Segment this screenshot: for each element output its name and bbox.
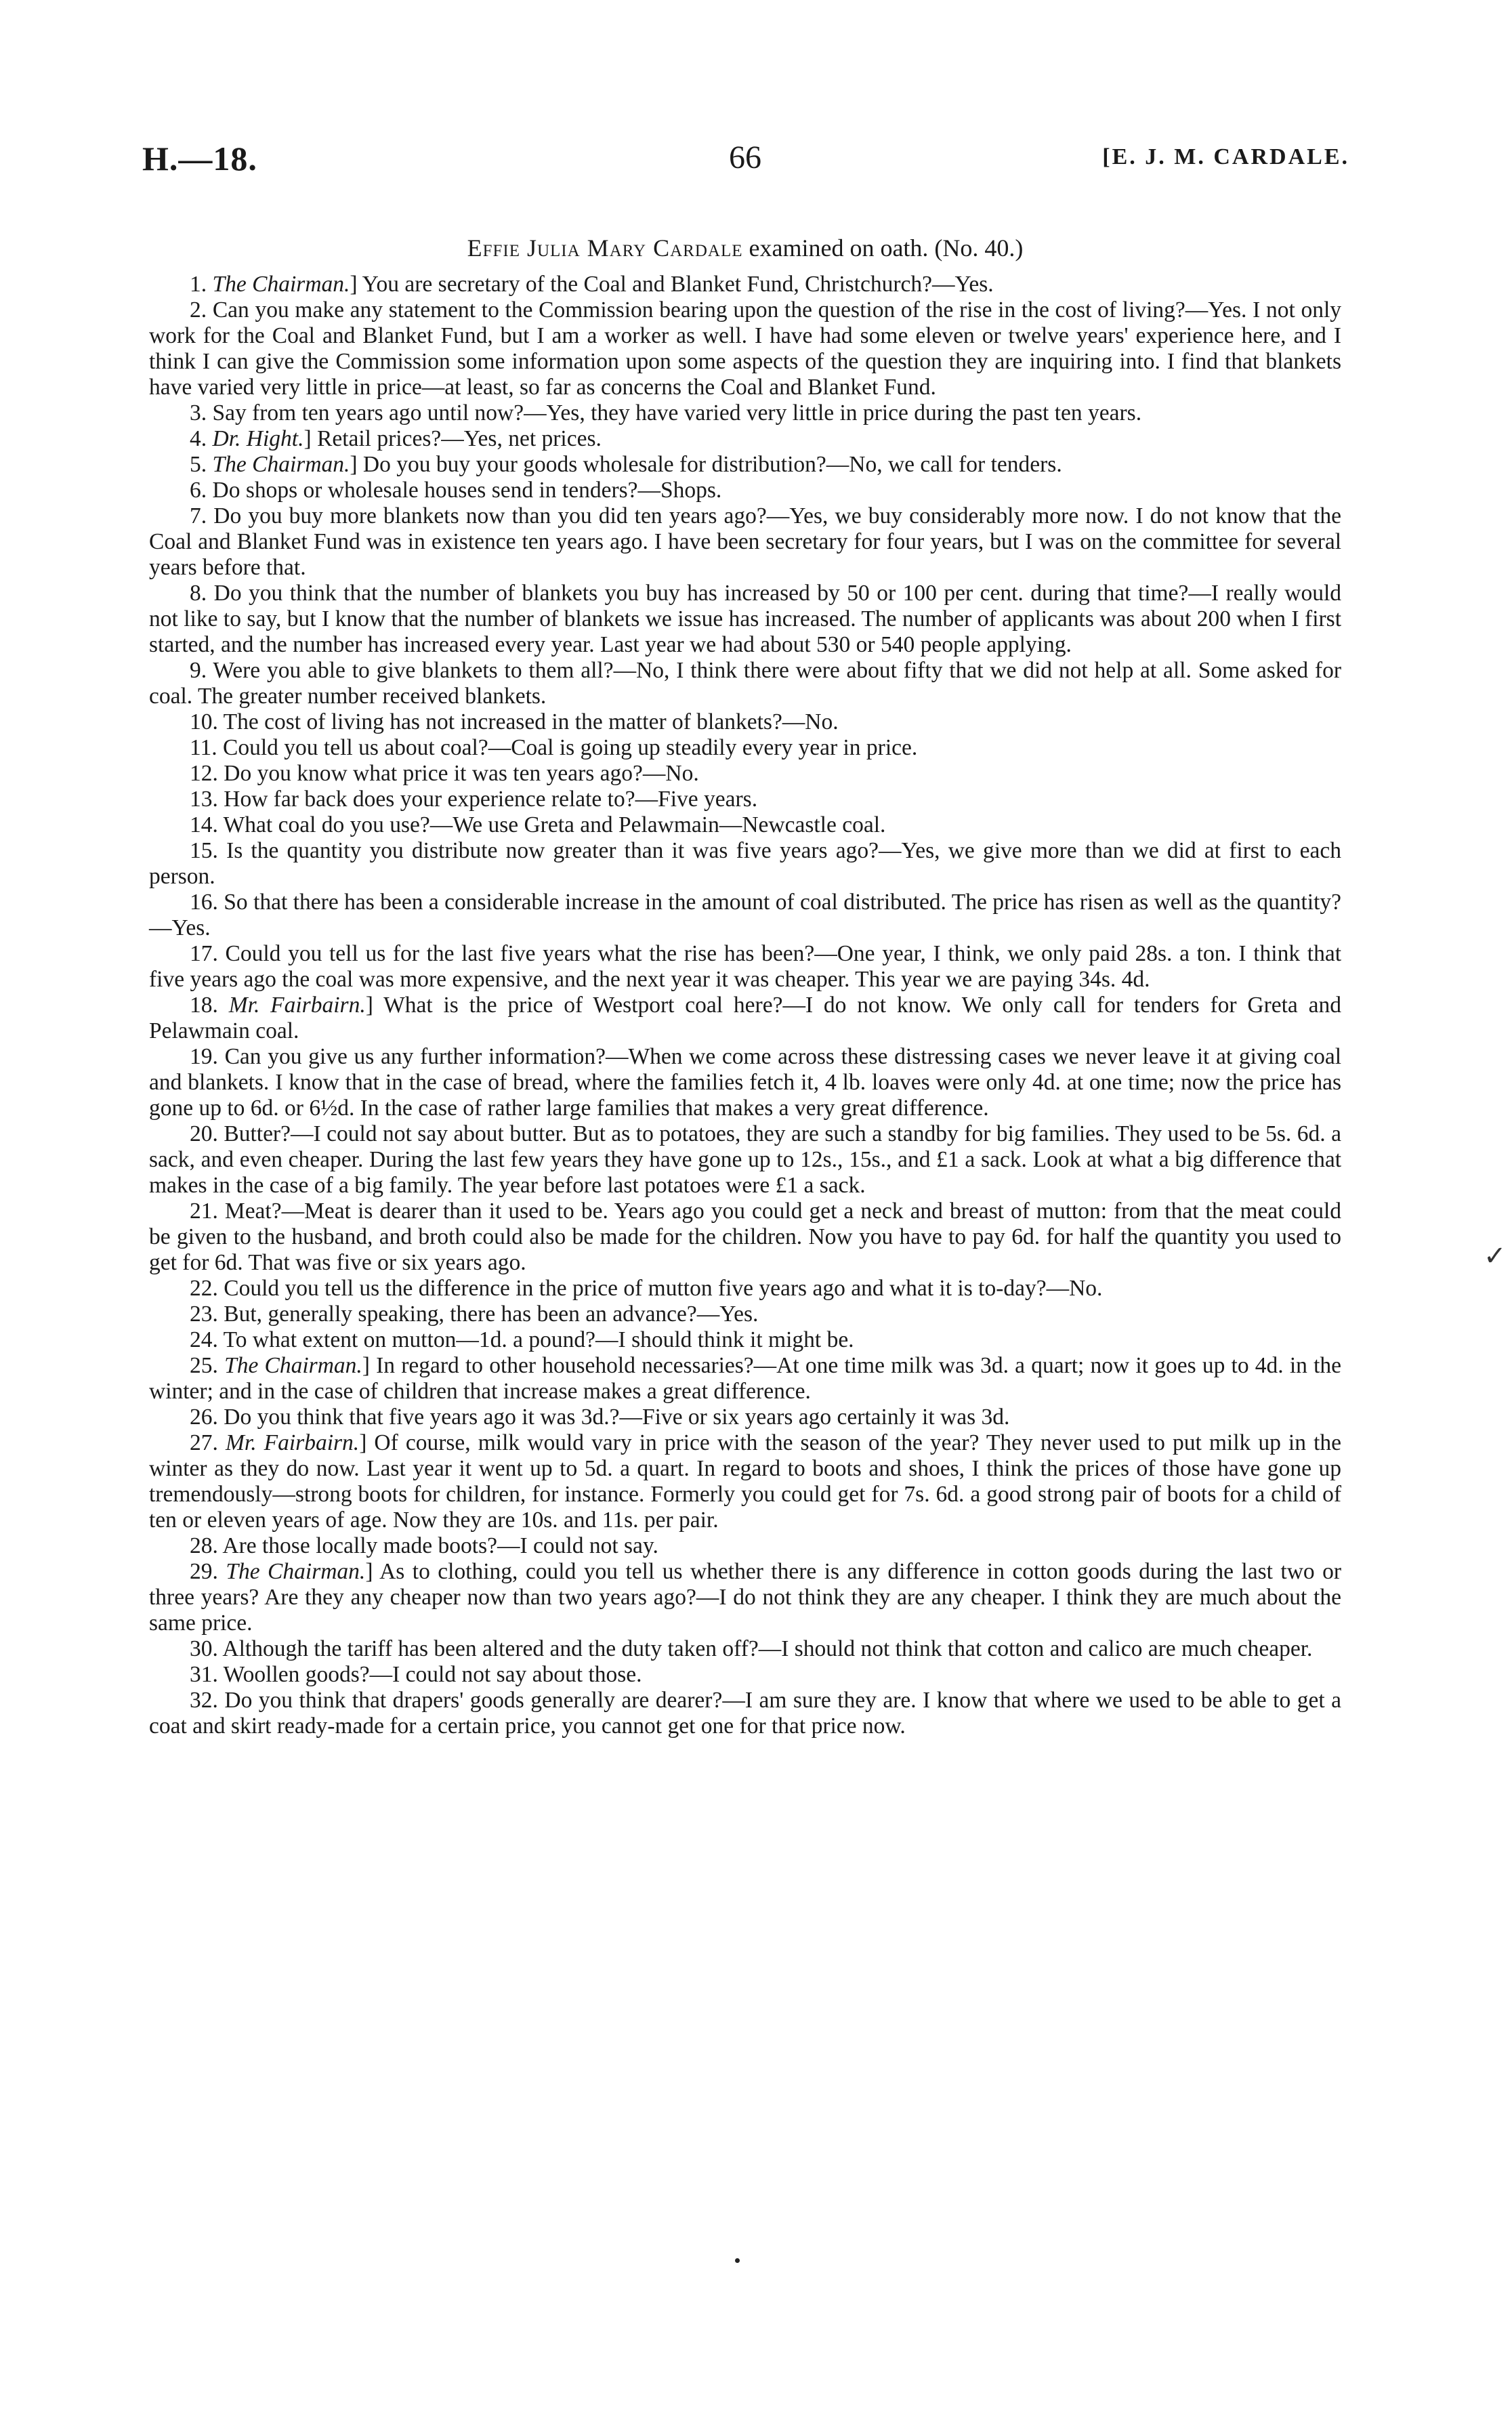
question-paragraph: [149, 400, 1341, 426]
question-text: ] What is the price of Westport coal here?—I do not know. We only call for tenders for Greta and Pelawmain coal.: [149, 993, 1341, 1043]
question-number: 31.: [190, 1662, 218, 1687]
question-number: 10.: [190, 709, 218, 734]
question-number: 17.: [190, 941, 218, 966]
question-paragraph: [149, 272, 1341, 297]
question-number: 27.: [190, 1430, 218, 1455]
question-text: Is the quantity you distribute now greater than it was five years ago?—Yes, we give more than we did at first to each person.: [149, 838, 1341, 889]
page-number: 66: [729, 140, 761, 175]
question-number: 19.: [190, 1044, 218, 1069]
question-paragraph: [149, 709, 1341, 735]
question-text: Were you able to give blankets to them all?—No, I think there were about fifty that we did not help at all. Some asked for coal. The greater number received blankets.: [149, 658, 1341, 709]
question-number: 11.: [190, 735, 217, 760]
question-number: 21.: [190, 1199, 218, 1224]
question-text: Are those locally made boots?—I could not say.: [222, 1533, 658, 1558]
witness-running-head: [E. J. M. CARDALE.: [1102, 144, 1349, 169]
question-paragraph: [149, 1199, 1341, 1276]
question-text: ] Retail prices?—Yes, net prices.: [303, 426, 602, 451]
speaker-name: The Chairman.: [224, 1353, 362, 1378]
question-number: 30.: [190, 1636, 218, 1661]
question-text: Could you tell us about coal?—Coal is going up steadily every year in price.: [223, 735, 918, 760]
question-paragraph: [149, 735, 1341, 761]
question-number: 32.: [190, 1688, 218, 1713]
question-number: 23.: [190, 1302, 218, 1327]
question-number: 24.: [190, 1327, 218, 1352]
question-number: 7.: [190, 503, 207, 528]
question-text: Do shops or wholesale houses send in tenders?—Shops.: [212, 478, 722, 503]
question-text: The cost of living has not increased in the matter of blankets?—No.: [223, 709, 839, 734]
question-number: 29.: [190, 1559, 218, 1584]
speaker-name: The Chairman.: [212, 272, 350, 297]
question-paragraph: [149, 812, 1341, 838]
question-paragraph: [149, 658, 1341, 709]
question-paragraph: [149, 1636, 1341, 1662]
question-text: Say from ten years ago until now?—Yes, they have varied very little in price during the past ten years.: [212, 400, 1142, 425]
question-paragraph: [149, 941, 1341, 993]
question-text: Do you know what price it was ten years ago?—No.: [224, 761, 699, 786]
question-paragraph: [149, 1430, 1341, 1533]
paper-reference: H.—18.: [142, 140, 257, 178]
question-paragraph: [149, 1662, 1341, 1688]
witness-heading-rest: examined on oath. (No. 40.): [742, 234, 1024, 262]
question-paragraph: [149, 452, 1341, 478]
question-paragraph: [149, 993, 1341, 1044]
question-text: ] In regard to other household necessaries?—At one time milk was 3d. a quart; now it goes up to 4d. in the winter; and in the case of children that increase makes a great difference.: [149, 1353, 1341, 1404]
question-text: ] Of course, milk would vary in price with the season of the year? They never used to put milk up in the winter as they do now. Last year it went up to 5d. a quart. In regard to boots and shoes, I think the prices of those have gone up tremendously—strong boots for children, for instance. Formerly you could get for 7s. 6d. a good strong pair of boots for a child of ten or eleven years of age. Now they are 10s. and 11s. per pair.: [149, 1430, 1342, 1533]
question-paragraph: [149, 890, 1341, 941]
question-number: 4.: [190, 426, 207, 451]
question-text: Butter?—I could not say about butter. But as to potatoes, they are such a standby for big families. They used to be 5s. 6d. a sack, and even cheaper. During the last few years they have gone up to 12s., 15s., and £1 a sack. Look at what a big difference that makes in the case of a big family. The year before last potatoes were £1 a sack.: [149, 1121, 1341, 1198]
question-paragraph: [149, 1327, 1341, 1353]
speaker-name: Dr. Hight.: [212, 426, 304, 451]
question-paragraph: [149, 787, 1341, 812]
question-text: ] Do you buy your goods wholesale for distribution?—No, we call for tenders.: [350, 452, 1062, 477]
question-text: Although the tariff has been altered and the duty taken off?—I should not think that cotton and calico are much cheaper.: [222, 1636, 1313, 1661]
question-paragraph: [149, 1405, 1341, 1430]
question-number: 26.: [190, 1405, 218, 1430]
question-text: Woollen goods?—I could not say about those.: [223, 1662, 642, 1687]
question-number: 25.: [190, 1353, 218, 1378]
question-number: 20.: [190, 1121, 218, 1146]
question-text: Can you give us any further information?—When we come across these distressing cases we never leave it at giving coal and blankets. I know that in the case of bread, where the families fetch it, 4 lb. loaves were only 4d. at one time; now the price has gone up to 6d. or 6½d. In the case of rather large families that makes a very great difference.: [149, 1044, 1342, 1121]
question-text: To what extent on mutton—1d. a pound?—I should think it might be.: [223, 1327, 854, 1352]
question-number: 3.: [190, 400, 207, 425]
question-text: Can you make any statement to the Commission bearing upon the question of the rise in the cost of living?—Yes. I not only work for the Coal and Blanket Fund, but I am a worker as well. I have had some eleven or twelve years' experience here, and I think I can give the Commission some information upon some aspects of the question they are inquiring into. I find that blankets have varied very little in price—at least, so far as concerns the Coal and Blanket Fund.: [149, 297, 1342, 400]
question-paragraph: [149, 1121, 1341, 1199]
speaker-name: Mr. Fairbairn.: [225, 1430, 360, 1455]
question-text: How far back does your experience relate to?—Five years.: [224, 787, 758, 812]
question-paragraph: [149, 1533, 1341, 1559]
question-number: 5.: [190, 452, 207, 477]
question-text: Do you think that five years ago it was 3d.?—Five or six years ago certainly it was 3d.: [224, 1405, 1010, 1430]
question-text: Do you think that drapers' goods generally are dearer?—I am sure they are. I know that where we used to be able to get a coat and skirt ready-made for a certain price, you cannot get one for that price now.: [149, 1688, 1342, 1739]
question-text: So that there has been a considerable increase in the amount of coal distributed. The price has risen as well as the quantity?—Yes.: [149, 890, 1341, 940]
question-text: But, generally speaking, there has been an advance?—Yes.: [224, 1302, 759, 1327]
question-text: ] As to clothing, could you tell us whether there is any difference in cotton goods during the last two or three years? Are they any cheaper now than two years ago?—I do not think they are any cheaper. I think they are much about the same price.: [149, 1559, 1341, 1636]
question-number: 9.: [190, 658, 207, 683]
question-paragraph: [149, 426, 1341, 452]
question-paragraph: [149, 503, 1341, 581]
witness-name: Effie Julia Mary Cardale: [467, 234, 743, 262]
question-number: 15.: [190, 838, 218, 863]
question-text: Do you think that the number of blankets you buy has increased by 50 or 100 per cent. during that time?—I really would not like to say, but I know that the number of blankets we issue has increased. The number of applicants was about 200 when I first started, and the number has increased every year. Last year we had about 530 or 540 people applying.: [149, 581, 1341, 657]
page-header: [142, 139, 1349, 186]
speaker-name: The Chairman.: [212, 452, 350, 477]
margin-tick-mark: ✓: [1484, 1241, 1507, 1271]
question-paragraph: [149, 478, 1341, 503]
question-paragraph: [149, 1276, 1341, 1302]
question-paragraph: [149, 1353, 1341, 1405]
question-text: What coal do you use?—We use Greta and Pelawmain—Newcastle coal.: [223, 812, 886, 837]
speaker-name: Mr. Fairbairn.: [228, 993, 366, 1018]
question-text: ] You are secretary of the Coal and Blanket Fund, Christchurch?—Yes.: [350, 272, 994, 297]
question-number: 22.: [190, 1276, 218, 1301]
question-paragraph: [149, 581, 1341, 658]
question-paragraph: [149, 838, 1341, 890]
question-number: 8.: [190, 581, 207, 606]
question-text: Do you buy more blankets now than you did ten years ago?—Yes, we buy considerably more now. I do not know that the Coal and Blanket Fund was in existence ten years ago. I have been secretary for four years, but I was on the committee for several years before that.: [149, 503, 1341, 580]
document-page: [142, 139, 1349, 1739]
question-number: 12.: [190, 761, 218, 786]
witness-heading: [149, 234, 1341, 262]
question-paragraph: [149, 1688, 1341, 1739]
question-text: Could you tell us the difference in the price of mutton five years ago and what it is to-day?—No.: [224, 1276, 1103, 1301]
question-number: 1.: [190, 272, 207, 297]
ink-dot-mark: [735, 2258, 740, 2263]
question-number: 6.: [190, 478, 207, 503]
question-paragraph: [149, 1044, 1341, 1121]
question-paragraph: [149, 1559, 1341, 1636]
question-number: 2.: [190, 297, 207, 323]
question-number: 18.: [190, 993, 218, 1018]
question-list: [149, 272, 1341, 1739]
question-number: 13.: [190, 787, 218, 812]
speaker-name: The Chairman.: [226, 1559, 366, 1584]
question-number: 28.: [190, 1533, 218, 1558]
question-paragraph: [149, 297, 1341, 400]
question-paragraph: [149, 1302, 1341, 1327]
question-paragraph: [149, 761, 1341, 787]
question-number: 16.: [190, 890, 218, 915]
question-text: Could you tell us for the last five years what the rise has been?—One year, I think, we only paid 28s. a ton. I think that five years ago the coal was more expensive, and the next year it was cheaper. This year we are paying 34s. 4d.: [149, 941, 1341, 992]
question-number: 14.: [190, 812, 218, 837]
question-text: Meat?—Meat is dearer than it used to be. Years ago you could get a neck and breast of mutton: from that the meat could be given to the husband, and broth could also be made for the children. Now you have to pay 6d. for half the quantity you used to get for 6d. That was five or six years ago.: [149, 1199, 1342, 1275]
